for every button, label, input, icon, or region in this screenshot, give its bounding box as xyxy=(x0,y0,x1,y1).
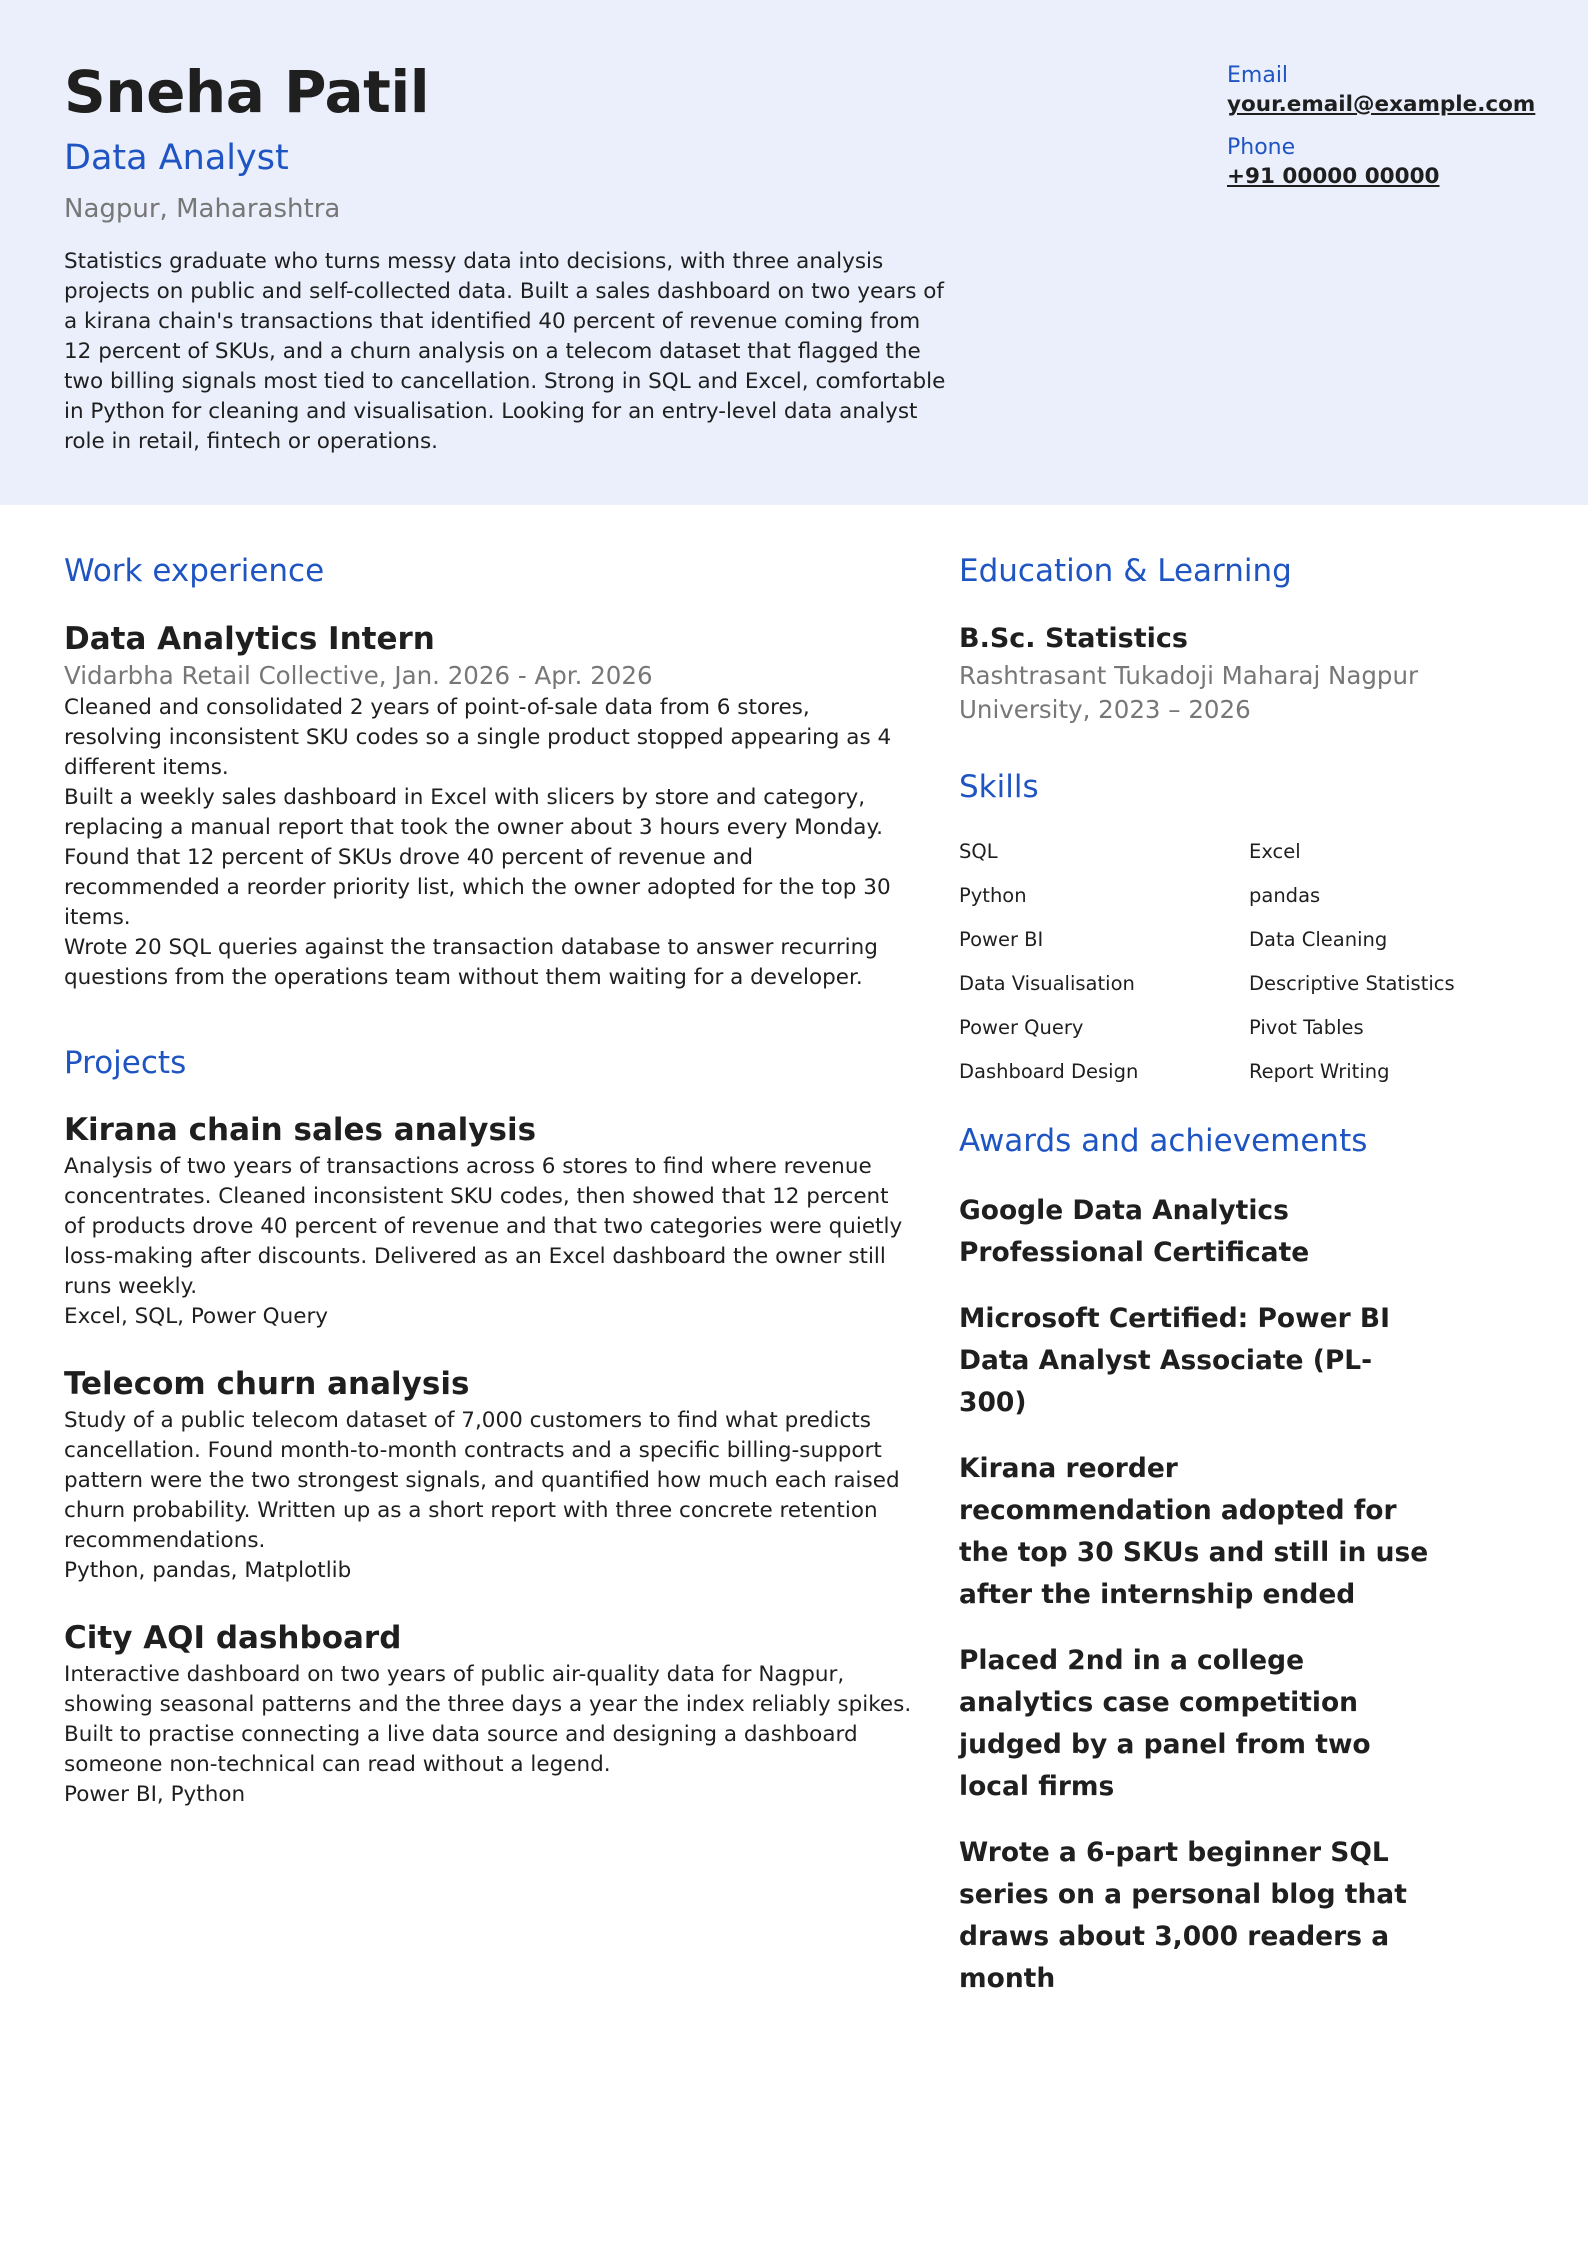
work-bullet: Cleaned and consolidated 2 years of point-of-sale data from 6 stores, resolving inconsistent SKU codes so a single product stopped appearing as 4 different items. xyxy=(64,695,892,780)
skill-item: pandas xyxy=(1249,884,1321,907)
project-title: Kirana chain sales analysis xyxy=(64,1112,537,1148)
candidate-name: Sneha Patil xyxy=(64,58,430,126)
skill-item: Power BI xyxy=(959,928,1044,951)
email-label: Email xyxy=(1227,63,1289,88)
location: Nagpur, Maharashtra xyxy=(64,194,341,224)
project-description: Interactive dashboard on two years of public air-quality data for Nagpur, showing seasonal patterns and the three days a year the index reliably spikes. Built to practise connecting a live data source and designing a dashboard someone non-technical can read without a legend. xyxy=(64,1662,912,1777)
education-section-title: Education & Learning xyxy=(959,553,1292,589)
skill-item: Python xyxy=(959,884,1027,907)
award-item: Kirana reorder recommendation adopted for the top 30 SKUs and still in use after the internship ended xyxy=(959,1453,1429,1610)
work-bullet: Wrote 20 SQL queries against the transaction database to answer recurring questions from the operations team without them waiting for a developer. xyxy=(64,935,878,990)
project-tools: Excel, SQL, Power Query xyxy=(64,1304,329,1329)
project-tools: Power BI, Python xyxy=(64,1782,246,1807)
phone-label: Phone xyxy=(1227,135,1296,160)
project-description: Analysis of two years of transactions across 6 stores to find where revenue concentrates. Cleaned inconsistent SKU codes, then showed that 12 percent of products drove 40 percent of revenue and that two categories were quietly loss-making after discounts. Delivered as an Excel dashboard the owner still runs weekly. xyxy=(64,1154,903,1299)
project-item xyxy=(64,1364,914,1586)
awards-section-title: Awards and achievements xyxy=(959,1123,1368,1159)
skills-grid xyxy=(959,830,1519,1094)
awards-list xyxy=(959,1190,1439,2024)
skill-item: Pivot Tables xyxy=(1249,1016,1364,1039)
job-meta: Vidarbha Retail Collective, Jan. 2026 - Apr. 2026 xyxy=(64,661,653,690)
skill-item: Power Query xyxy=(959,1016,1084,1039)
award-item: Placed 2nd in a college analytics case competition judged by a panel from two local firms xyxy=(959,1645,1371,1802)
skill-item: Data Cleaning xyxy=(1249,928,1388,951)
degree: B.Sc. Statistics xyxy=(959,623,1188,654)
work-section-title: Work experience xyxy=(64,553,325,589)
job-title: Data Analytics Intern xyxy=(64,621,435,657)
header-banner xyxy=(0,0,1588,505)
work-bullet: Found that 12 percent of SKUs drove 40 percent of revenue and recommended a reorder priority list, which the owner adopted for the top 30 items. xyxy=(64,845,891,930)
project-item xyxy=(64,1618,914,1810)
skill-item: SQL xyxy=(959,840,998,863)
email-link[interactable]: your.email@example.com xyxy=(1227,92,1536,117)
work-bullet: Built a weekly sales dashboard in Excel with slicers by store and category, replacing a manual report that took the owner about 3 hours every Monday. xyxy=(64,785,883,840)
skill-item: Descriptive Statistics xyxy=(1249,972,1455,995)
projects-section-title: Projects xyxy=(64,1045,187,1081)
award-item: Wrote a 6-part beginner SQL series on a personal blog that draws about 3,000 readers a month xyxy=(959,1837,1407,1994)
project-description: Study of a public telecom dataset of 7,000 customers to find what predicts cancellation. Found month-to-month contracts and a specific billing-support pattern were the two strongest signals, and quantified how much each raised churn probability. Written up as a short report with three concrete retention recommendations. xyxy=(64,1408,900,1553)
skill-item: Excel xyxy=(1249,840,1301,863)
email-block xyxy=(1227,62,1567,120)
institution: Rashtrasant Tukadoji Maharaj Nagpur University, 2023 – 2026 xyxy=(959,661,1419,724)
award-item: Google Data Analytics Professional Certificate xyxy=(959,1195,1310,1268)
skill-item: Report Writing xyxy=(1249,1060,1390,1083)
skill-item: Dashboard Design xyxy=(959,1060,1139,1083)
project-title: City AQI dashboard xyxy=(64,1620,402,1656)
award-item: Microsoft Certified: Power BI Data Analyst Associate (PL-300) xyxy=(959,1303,1390,1418)
skill-item: Data Visualisation xyxy=(959,972,1135,995)
job-role: Data Analyst xyxy=(64,138,289,178)
project-item xyxy=(64,1110,914,1332)
phone-block xyxy=(1227,134,1567,192)
education-entry xyxy=(959,619,1519,727)
skills-section-title: Skills xyxy=(959,769,1039,805)
project-title: Telecom churn analysis xyxy=(64,1366,470,1402)
summary: Statistics graduate who turns messy data into decisions, with three analysis projects on public and self-collected data. Built a sales dashboard on two years of a kirana chain's transactions that identified 40 percent of revenue coming from 12 percent of SKUs, and a churn analysis on a telecom dataset that flagged the two billing signals most tied to cancellation. Strong in SQL and Excel, comfortable in Python for cleaning and visualisation. Looking for an entry-level data analyst role in retail, fintech or operations. xyxy=(64,249,946,454)
project-tools: Python, pandas, Matplotlib xyxy=(64,1558,352,1583)
work-entry xyxy=(64,619,914,993)
phone-link[interactable]: +91 00000 00000 xyxy=(1227,164,1440,189)
